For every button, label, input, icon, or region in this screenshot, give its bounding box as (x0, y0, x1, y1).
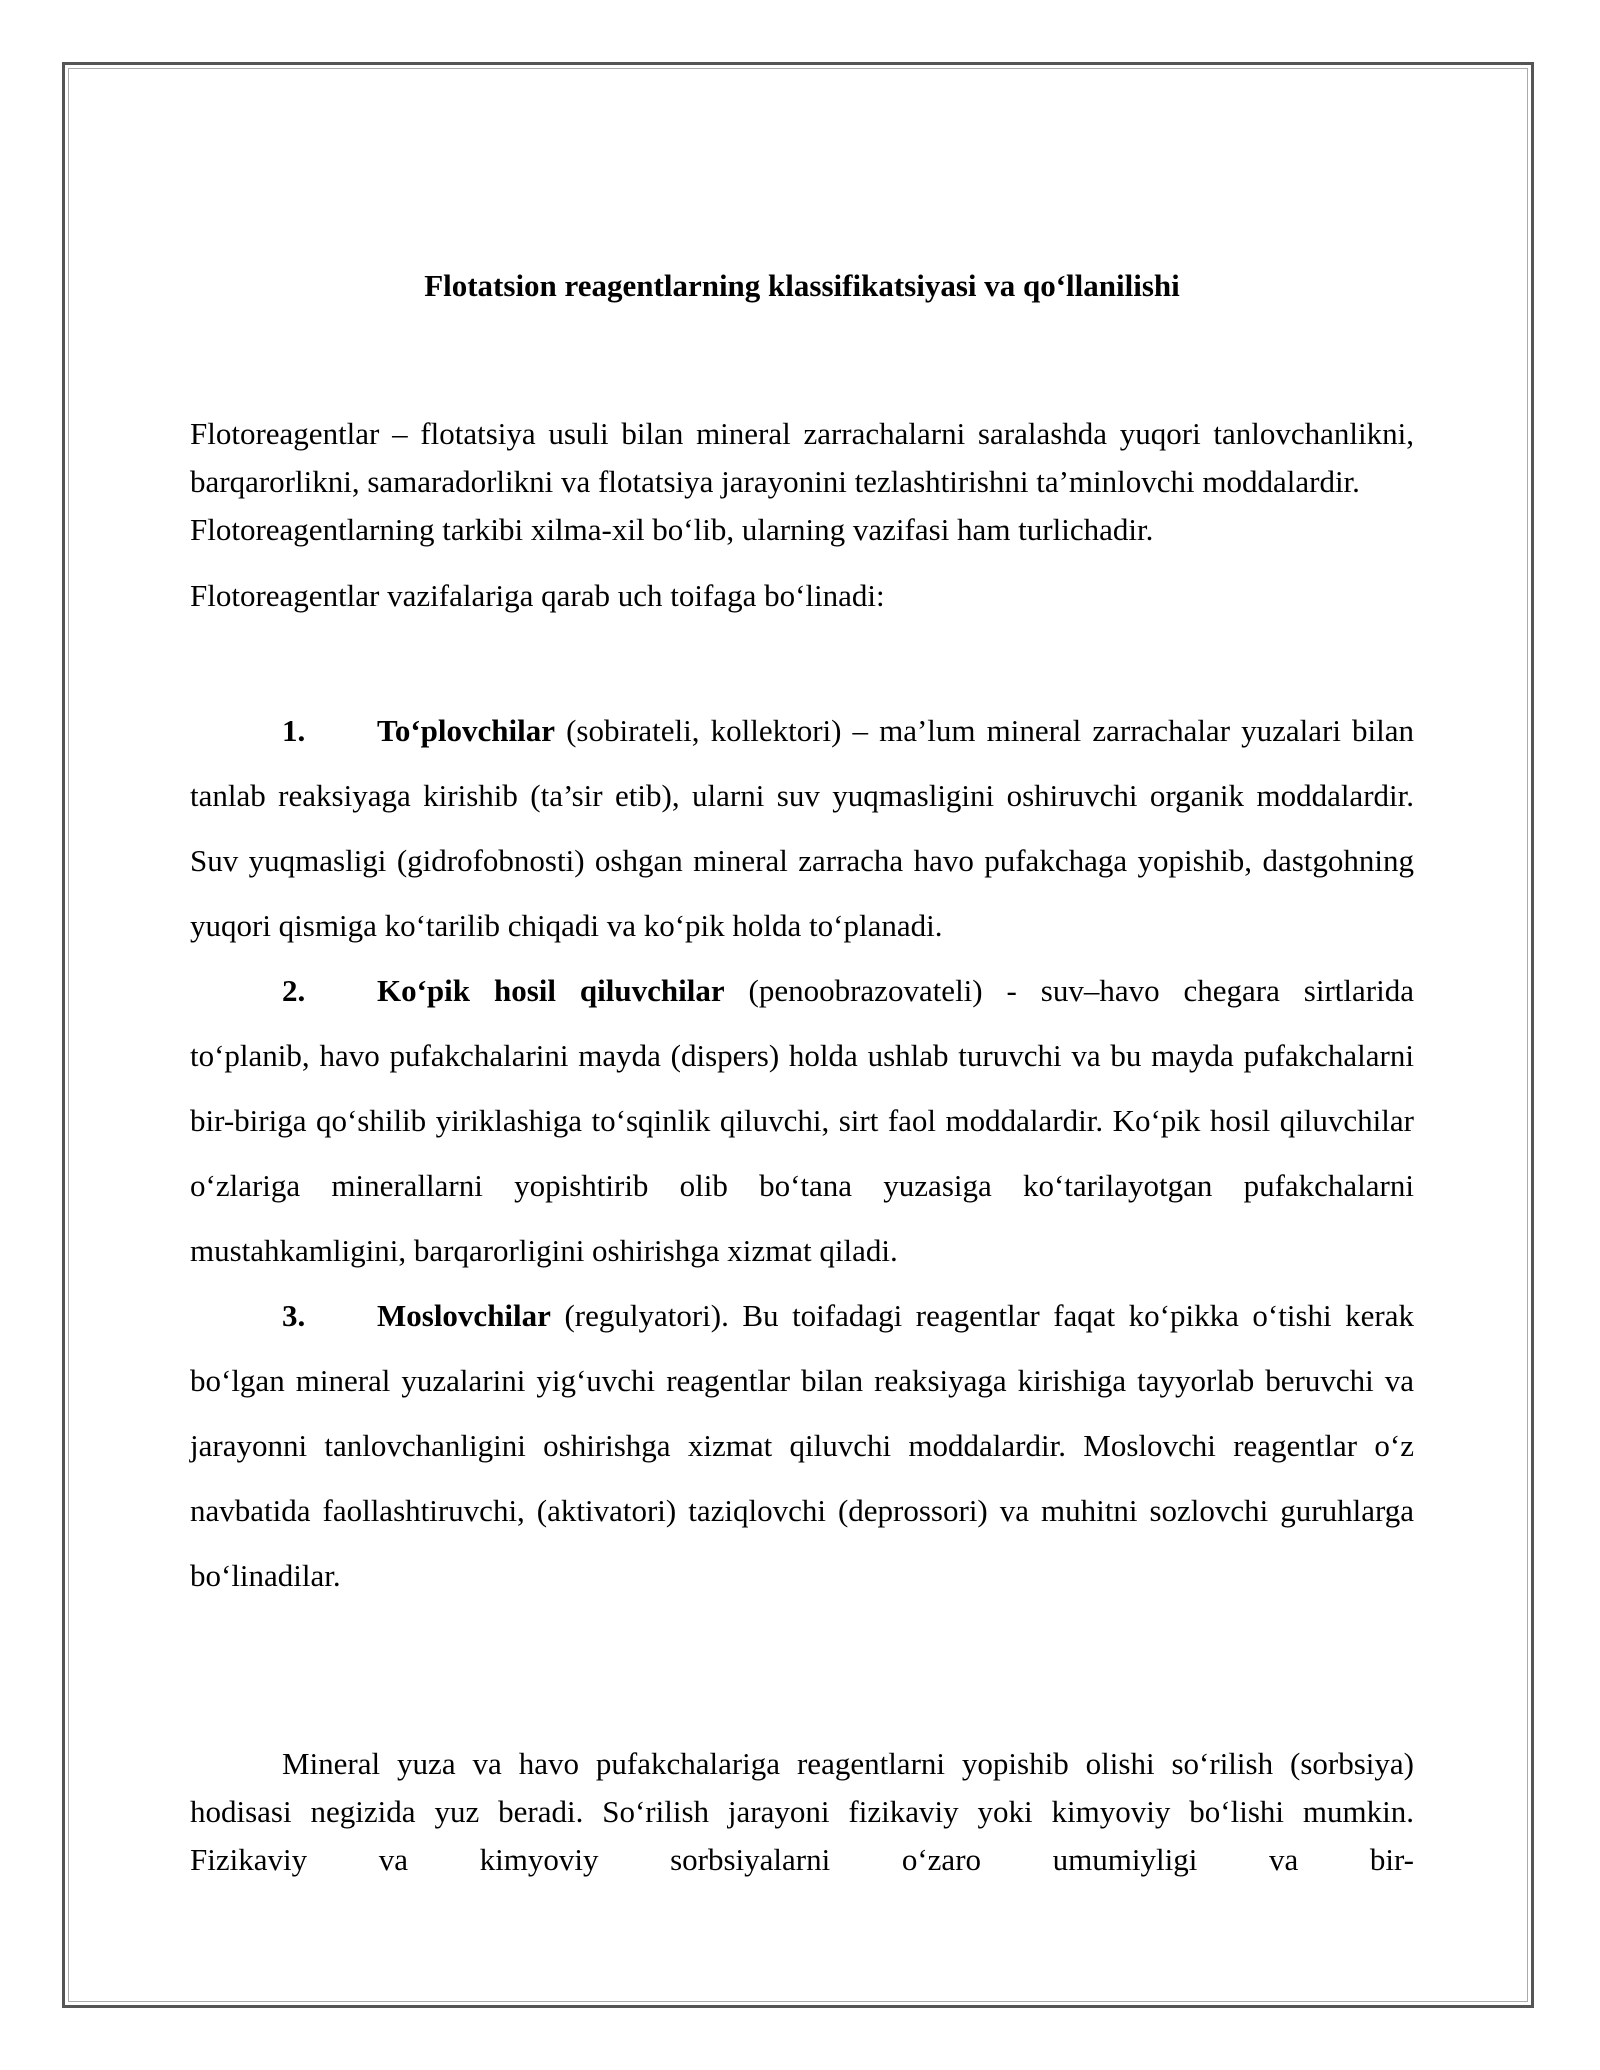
list-item-text: (sobirateli, kollektori) – ma’lum mineral zarrachalar yuzalari bilan tanlab reaksiyaga kirishib (ta’sir etib), ularni suv yuqmasligini oshiruvchi organik moddalardir. Suv yuqmasligi (gidrofobnosti) oshgan mineral zarracha havo pufakchaga yopishib, dastgohning yuqori qismiga ko‘tarilib chiqadi va ko‘pik holda to‘planadi. (190, 713, 1414, 943)
list-item-regulators (190, 1283, 1414, 1608)
list-item-text: (penoobrazovateli) - suv–havo chegara sirtlarida to‘planib, havo pufakchalarini mayda (dispers) holda ushlab turuvchi va bu mayda pufakchalarni bir-biriga qo‘shilib yiriklashiga to‘sqinlik qiluvchi, sirt faol moddalardir. Ko‘pik hosil qiluvchilar o‘zlariga minerallarni yopishtirib olib bo‘tana yuzasiga ko‘tarilayotgan pufakchalarni mustahkamligini, barqarorligini oshirishga xizmat qiladi. (190, 973, 1414, 1268)
document-title: Flotatsion reagentlarning klassifikatsiyasi va qo‘llanilishi (424, 268, 1180, 303)
intro-paragraph-composition: Flotoreagentlarning tarkibi xilma-xil bo‘lib, ularning vazifasi ham turlichadir. (190, 512, 1154, 547)
list-item-collectors (190, 698, 1414, 958)
list-item-number: 1. (282, 713, 306, 748)
list-item-term: To‘plovchilar (377, 713, 555, 748)
intro-section (190, 410, 1414, 620)
intro-paragraph-definition: Flotoreagentlar – flotatsiya usuli bilan mineral zarrachalarni saralashda yuqori tanlovchanlikni, barqarorlikni, samaradorlikni va flotatsiya jarayonini tezlashtirishni ta’minlovchi moddalardir. (190, 416, 1414, 499)
list-item-number: 3. (282, 1298, 306, 1333)
list-item-frothers (190, 958, 1414, 1283)
list-item-text: (regulyatori). Bu toifadagi reagentlar faqat ko‘pikka o‘tishi kerak bo‘lgan mineral yuzalarini yig‘uvchi reagentlar bilan reaksiyaga kirishiga tayyorlab beruvchi va jarayonni tanlovchanligini oshirishga xizmat qiluvchi moddalardir. Moslovchi reagentlar o‘z navbatida faollashtiruvchi, (aktivatori) taziqlovchi (deprossori) va muhitni sozlovchi guruhlarga bo‘linadilar. (190, 1298, 1414, 1593)
reagent-category-list (190, 698, 1414, 1608)
list-item-term: Ko‘pik hosil qiluvchilar (377, 973, 725, 1008)
list-item-number: 2. (282, 973, 306, 1008)
intro-paragraph-categories: Flotoreagentlar vazifalariga qarab uch toifaga bo‘linadi: (190, 578, 885, 613)
closing-section (190, 1740, 1414, 1884)
closing-paragraph: Mineral yuza va havo pufakchalariga reagentlarni yopishib olishi so‘rilish (sorbsiya) hodisasi negizida yuz beradi. So‘rilish jarayoni fizikaviy yoki kimyoviy bo‘lishi mumkin. Fizikaviy va kimyoviy sorbsiyalarni o‘zaro umumiyligi va bir- (190, 1746, 1414, 1877)
list-item-term: Moslovchilar (377, 1298, 551, 1333)
